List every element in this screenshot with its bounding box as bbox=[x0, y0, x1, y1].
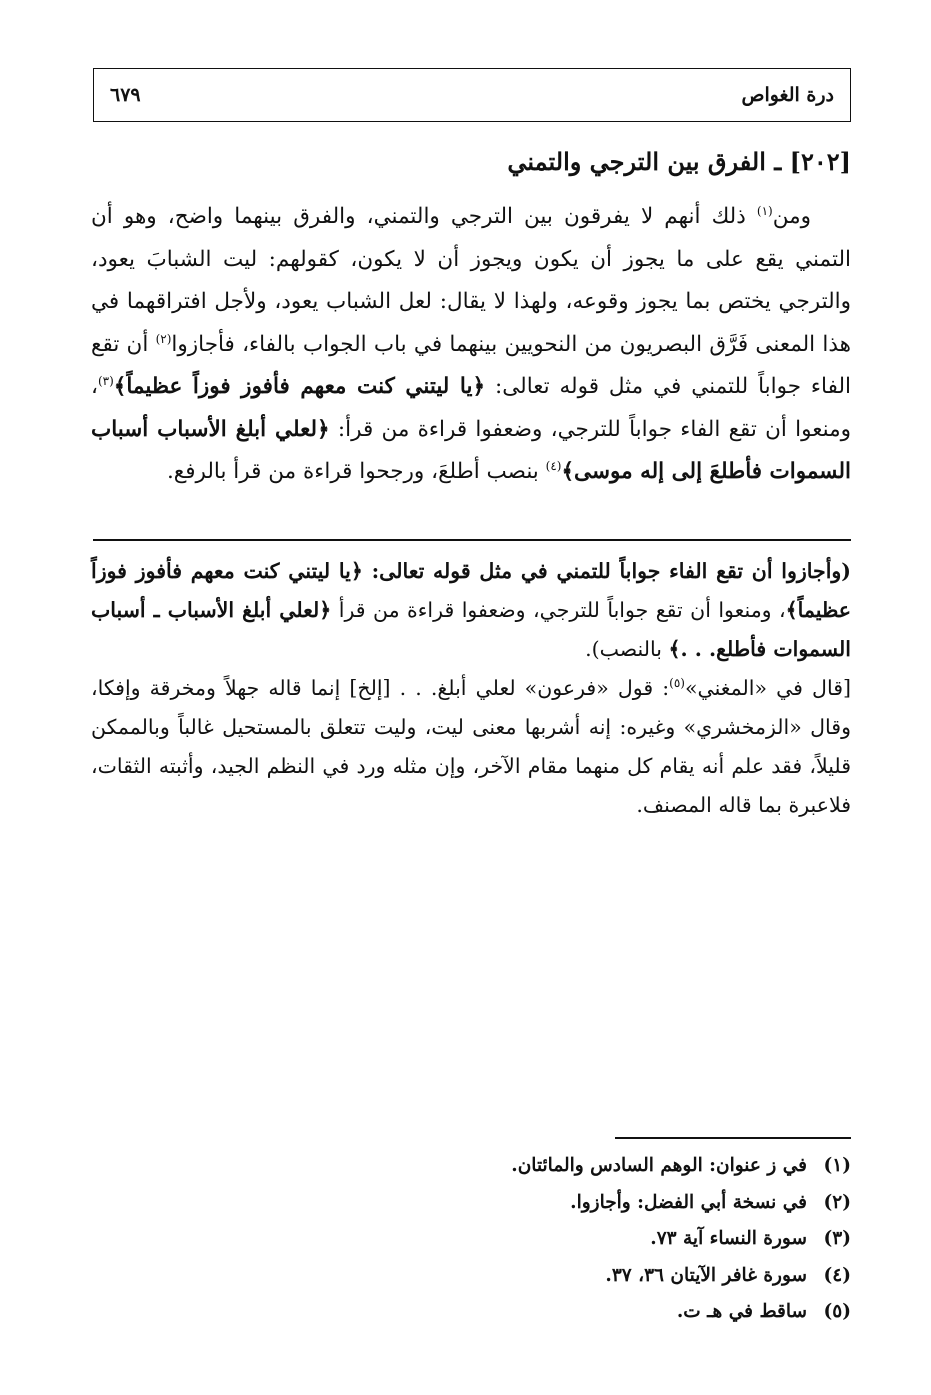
text-run: ذلك أنهم لا يفرقون بين الترجي والتمني، والفرق بينهما واضح، وهو أن التمني يقع على ما يجوز أن يكون ويجوز أن لا يكون، كقولهم: ليت الشبابَ يعود، والترجي يختص بما يجوز وقوعه، ولهذا لا يقال: لعل الشباب يعود، ولأجل افتراقهما في هذا المعنى فَرَّق البصريون من النحويين بينهما في باب الجواب بالفاء، فأجازوا bbox=[91, 204, 851, 357]
text-run: أن تقع الفاء جواباً للتمني في مثل قوله تعالى: bbox=[91, 331, 851, 399]
footnote bbox=[91, 1221, 851, 1258]
footnote bbox=[91, 1185, 851, 1222]
quran-quote: ﴿لعلي أبلغ الأسباب أسباب السموات فأطلعَ إلى إله موسى﴾ bbox=[91, 416, 851, 484]
footnote-text: في نسخة أبي الفضل: وأجازوا. bbox=[570, 1191, 807, 1213]
commentary-paragraph bbox=[91, 669, 851, 825]
footnote-number: (٤) bbox=[823, 1264, 851, 1286]
section-heading: [٢٠٢] ـ الفرق بين الترجي والتمني bbox=[507, 147, 851, 176]
footnote-number: (١) bbox=[823, 1155, 851, 1176]
footnote-ref-1: (١) bbox=[756, 203, 773, 218]
section-divider bbox=[93, 539, 851, 541]
text-run: [قال في «المغني» bbox=[684, 676, 851, 700]
text-run: ، ومنعوا أن تقع الفاء جواباً للترجي، وضعفوا قراءة من قرأ: bbox=[91, 374, 852, 442]
footnote-number: (٣) bbox=[823, 1228, 851, 1249]
footnote-number: (٢) bbox=[823, 1191, 851, 1213]
quran-quote: ﴿لعلي أبلغ الأسباب ـ أسباب السموات فأطلع. . .﴾ bbox=[91, 598, 851, 661]
footnote-ref-4: (٤) bbox=[545, 458, 562, 473]
text-run: بنصب أطلعَ، ورجحوا قراءة من قرأ بالرفع. bbox=[166, 459, 546, 484]
footnote bbox=[91, 1148, 851, 1185]
page-number: ٦٧٩ bbox=[110, 84, 141, 106]
footnote-text: في ز عنوان: الوهم السادس والمائتان. bbox=[511, 1155, 807, 1176]
quran-quote: ﴿يا ليتني كنت معهم فأفوز فوزاً عظيماً﴾ bbox=[113, 374, 486, 399]
footnote-ref-3: (٣) bbox=[97, 373, 114, 388]
footnote-text: ساقط في هـ ت. bbox=[676, 1301, 807, 1322]
text-run: : قول «فرعون» لعلي أبلغ. . . [إلخ] إنما قاله جهلاً ومخرقة وإفكا، وقال «الزمخشري» وغيره: إنه أشربها معنى ليت، وليت تتعلق بالمستحيل غالباً وبالممكن قليلاً، فقد علم أنه يقام كل منهما مقام الآخر، وإن مثله ورد في النظم الجيد، وأثبته الثقات، فلاعبرة بما قاله المصنف. bbox=[91, 676, 851, 817]
main-text bbox=[91, 196, 851, 494]
footnote bbox=[91, 1294, 851, 1331]
footnote-number: (٥) bbox=[823, 1301, 851, 1322]
commentary-text bbox=[91, 552, 851, 825]
text-run: ومن bbox=[772, 204, 811, 229]
text-run: بالنصب). bbox=[585, 637, 669, 661]
text-run: (وأجازوا أن تقع الفاء جواباً للتمني في مثل قوله تعالى: ﴿يا ليتني كنت معهم فأفوز فوزاً عظيماً﴾ bbox=[91, 559, 851, 622]
running-header bbox=[93, 68, 851, 122]
footnote-ref-5: (٥) bbox=[669, 676, 685, 691]
footnote-text: سورة النساء آية ٧٣. bbox=[650, 1228, 807, 1249]
footnote-ref-2: (٢) bbox=[155, 331, 172, 346]
book-title: درة الغواص bbox=[741, 84, 834, 106]
footnotes bbox=[91, 1148, 851, 1331]
commentary-paragraph bbox=[91, 552, 851, 669]
text-run: ، ومنعوا أن تقع جواباً للترجي، وضعفوا قراءة من قرأ bbox=[331, 598, 786, 622]
footnote-divider bbox=[615, 1137, 851, 1139]
footnote bbox=[91, 1258, 851, 1295]
footnote-text: سورة غافر الآيتان ٣٦، ٣٧. bbox=[605, 1264, 807, 1286]
main-paragraph bbox=[91, 196, 851, 494]
